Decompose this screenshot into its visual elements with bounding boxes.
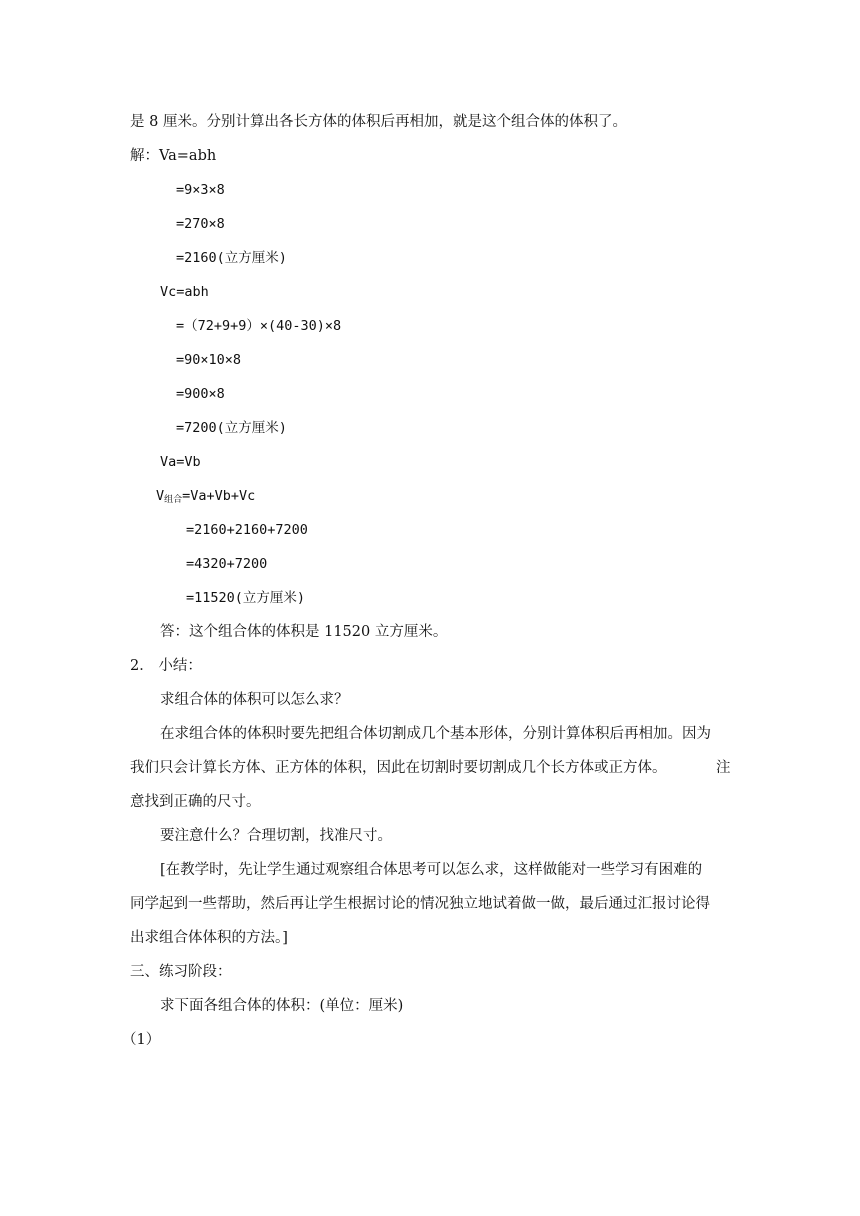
question-line: 求组合体的体积可以怎么求？	[160, 692, 349, 708]
formula-line: =270×8	[176, 216, 225, 232]
volume-subscript: 组合	[164, 495, 183, 505]
formula-line: Va=Vb	[160, 454, 201, 470]
formula-line: =2160+2160+7200	[186, 522, 308, 538]
paragraph-line: 在求组合体的体积时要先把组合体切割成几个基本形体，分别计算体积后再相加。因为	[160, 726, 711, 742]
text-line: 是 8 厘米。分别计算出各长方体的体积后再相加，就是这个组合体的体积了。	[130, 114, 627, 130]
note-line: 出求组合体体积的方法。]	[130, 930, 288, 946]
formula-line: =（72+9+9）×(40-30)×8	[176, 318, 342, 334]
formula-rest: =Va+Vb+Vc	[182, 488, 256, 504]
formula-line: =90×10×8	[176, 352, 242, 368]
formula-line: =9×3×8	[176, 182, 225, 198]
exercise-instruction: 求下面各组合体的体积：(单位：厘米)	[160, 998, 404, 1014]
formula-line: Vc=abh	[160, 284, 209, 300]
answer-line: 答：这个组合体的体积是 11520 立方厘米。	[160, 624, 448, 640]
section-heading: 三、练习阶段：	[130, 964, 232, 980]
volume-symbol: V	[156, 488, 165, 504]
paragraph-line-end: 注	[716, 760, 731, 776]
formula-line	[156, 486, 255, 510]
exercise-number: （1）	[122, 1032, 161, 1048]
formula-line: =2160(立方厘米)	[176, 250, 287, 266]
formula-line: =4320+7200	[186, 556, 268, 572]
paragraph-line: 我们只会计算长方体、正方体的体积，因此在切割时要切割成几个长方体或正方体。	[130, 760, 667, 776]
formula-line: =7200(立方厘米)	[176, 420, 287, 436]
section-heading: 2． 小结：	[130, 658, 202, 674]
solution-label-line: 解：Va=abh	[130, 148, 217, 164]
paragraph-line: 意找到正确的尺寸。	[130, 794, 261, 810]
note-line: [在教学时，先让学生通过观察组合体思考可以怎么求，这样做能对一些学习有困难的	[160, 862, 703, 878]
note-line: 同学起到一些帮助，然后再让学生根据讨论的情况独立地试着做一做，最后通过汇报讨论得	[130, 896, 710, 912]
paragraph-line: 要注意什么？合理切割，找准尺寸。	[160, 828, 392, 844]
formula-line: =900×8	[176, 386, 225, 402]
formula-line: =11520(立方厘米)	[186, 590, 306, 606]
